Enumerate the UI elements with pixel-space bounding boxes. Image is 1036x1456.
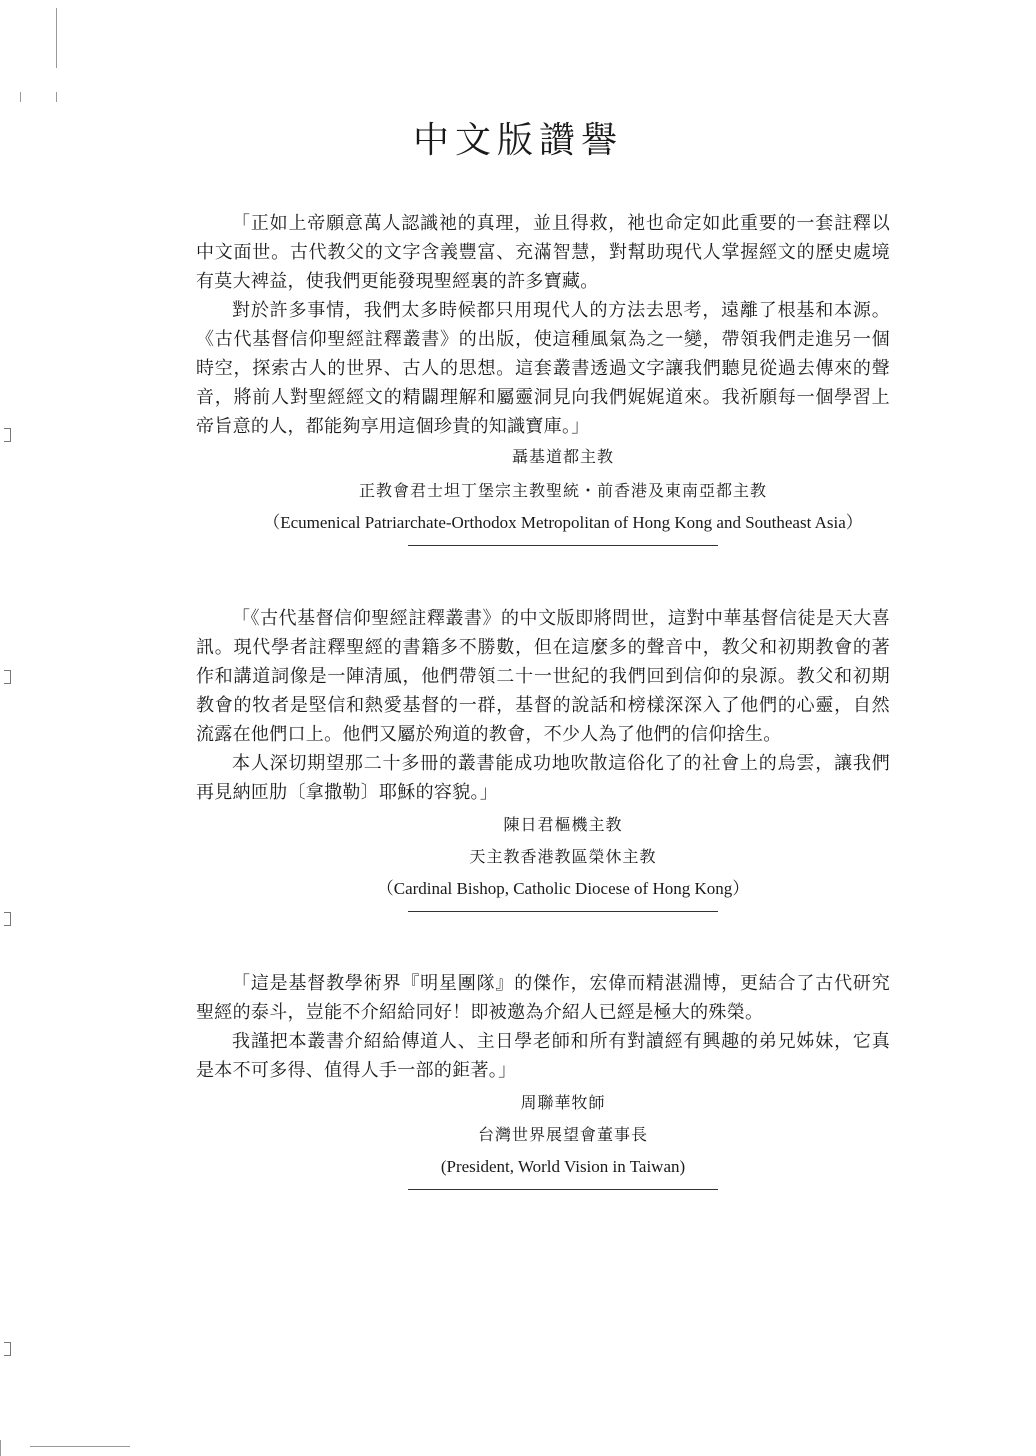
binding-mark xyxy=(4,1342,11,1356)
binding-mark xyxy=(4,670,11,684)
binding-mark xyxy=(4,912,11,926)
scan-artifact xyxy=(56,8,57,68)
endorser-role-english: （Cardinal Bishop, Catholic Diocese of Hong Kong） xyxy=(376,879,750,898)
endorser-name: 周聯華牧師 xyxy=(520,1093,606,1112)
endorsement-paragraph: 「這是基督教學術界『明星團隊』的傑作，宏偉而精湛淵博，更結合了古代研究聖經的泰斗，豈能不介紹給同好！即被邀為介紹人已經是極大的殊榮。 xyxy=(196,973,890,1023)
endorser-name: 聶基道都主教 xyxy=(511,447,614,466)
binding-mark xyxy=(4,428,11,442)
scan-artifact xyxy=(56,92,57,102)
scan-artifact xyxy=(20,92,21,102)
endorsement-1 xyxy=(196,209,890,546)
endorsement-paragraph: 「正如上帝願意萬人認識祂的真理，並且得救，祂也命定如此重要的一套註釋以中文面世。古代教父的文字含義豐富、充滿智慧，對幫助現代人掌握經文的歷史處境有莫大裨益，使我們更能發現聖經裏的許多寶藏。 xyxy=(196,213,890,292)
endorser-role-english: （Ecumenical Patriarchate-Orthodox Metropolitan of Hong Kong and Southeast Asia） xyxy=(263,513,863,532)
page-title: 中文版讚譽 xyxy=(412,120,623,161)
divider xyxy=(408,545,718,546)
endorsement-2 xyxy=(196,604,890,912)
endorsement-paragraph: 對於許多事情，我們太多時候都只用現代人的方法去思考，遠離了根基和本源。《古代基督信仰聖經註釋叢書》的出版，使這種風氣為之一變，帶領我們走進另一個時空，探索古人的世界、古人的思想。這套叢書透過文字讓我們聽見從過去傳來的聲音，將前人對聖經經文的精闢理解和屬靈洞見向我們娓娓道來。我祈願每一個學習上帝旨意的人，都能夠享用這個珍貴的知識寶庫。」 xyxy=(196,300,890,437)
endorsement-3 xyxy=(196,969,890,1190)
endorser-name: 陳日君樞機主教 xyxy=(503,815,623,834)
divider xyxy=(408,911,718,912)
endorser-role: 正教會君士坦丁堡宗主教聖統・前香港及東南亞都主教 xyxy=(358,481,767,500)
endorsement-paragraph: 「《古代基督信仰聖經註釋叢書》的中文版即將問世，這對中華基督信徒是天大喜訊。現代學者註釋聖經的書籍多不勝數，但在這麼多的聲音中，教父和初期教會的著作和講道詞像是一陣清風，他們帶領二十一世紀的我們回到信仰的泉源。教父和初期教會的牧者是堅信和熱愛基督的一群，基督的說話和榜樣深深入了他們的心靈，自然流露在他們口上。他們又屬於殉道的教會，不少人為了他們的信仰捨生。 xyxy=(196,608,890,745)
endorsement-paragraph: 本人深切期望那二十多冊的叢書能成功地吹散這俗化了的社會上的烏雲，讓我們再見納匝肋〔拿撒勒〕耶穌的容貌。」 xyxy=(196,753,890,803)
divider xyxy=(408,1189,718,1190)
endorser-role-english: (President, World Vision in Taiwan) xyxy=(440,1157,686,1176)
endorsement-paragraph: 我謹把本叢書介紹給傳道人、主日學老師和所有對讀經有興趣的弟兄姊妹，它真是本不可多得、值得人手一部的鉅著。」 xyxy=(196,1031,890,1081)
scan-artifact xyxy=(0,1440,1,1456)
endorser-role: 天主教香港教區榮休主教 xyxy=(469,847,657,866)
scan-artifact xyxy=(30,1446,130,1447)
endorser-role: 台灣世界展望會董事長 xyxy=(477,1125,648,1144)
